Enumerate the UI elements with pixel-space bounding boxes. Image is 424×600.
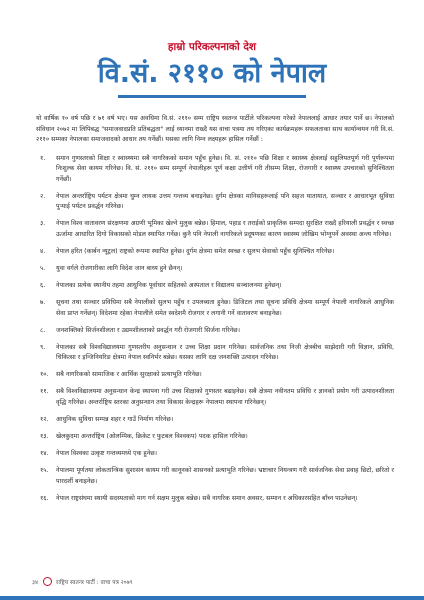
goal-item [36, 466, 394, 487]
goal-item [36, 264, 394, 275]
page-number: ३४ [32, 579, 39, 586]
goal-item [36, 387, 394, 408]
goal-number: ६. [40, 281, 46, 289]
goal-text: नेपालका सबै विश्वविद्यालयमा गुणस्तरीय अनुसन्धान र उच्च शिक्षा प्रदान गरिनेछ। सार्वजनिक तथा निजी क्षेत्रबीच साझेदारी गरी विज्ञान, प्रविधि, चिकित्सा र इन्जिनियरिङ क्षेत्रमा नेपाल स्वनिर्भर बन्नेछ। यसका लागि दक्ष जनशक्ति उत्पादन गरिनेछ। [56, 343, 394, 362]
bottom-bar [0, 596, 424, 600]
page-title: वि.सं. २११० को नेपाल [97, 58, 327, 89]
goal-item [36, 298, 394, 319]
goal-text: नेपाल राष्ट्रसंघमा स्थायी सदस्यताको माग गर्न सक्षम मुलुक बन्नेछ। सबै नागरिक समान अवसर, सम्मान र अधिकारसहित बाँच्न पाउनेछन्। [56, 494, 358, 502]
goal-text: नेपाल विश्व वातावरण संरक्षणमा अग्रणी भूमिका खेल्ने मुलुक बन्नेछ। हिमाल, पहाड र तराईको प्राकृतिक सम्पदा सुरक्षित राख्दै हरियाली प्रवर्द्धन र स्वच्छ ऊर्जामा आधारित दिगो विकासको मोडल स्थापित गर्नेछ। कुनै पनि नेपाली नागरिकले प्रदूषणका कारण स्वास्थ्य जोखिम भोग्नुपर्ने अवस्था अन्त्य गरिनेछ। [56, 220, 394, 238]
goal-number: १. [40, 154, 46, 162]
goal-number: १६. [40, 494, 49, 502]
goal-number: ८. [40, 326, 46, 334]
goal-item [36, 449, 394, 460]
goal-item [36, 247, 394, 258]
goal-item [36, 192, 394, 213]
title-underline [118, 95, 306, 98]
goal-number: २. [40, 192, 46, 200]
goal-number: १०. [40, 371, 49, 379]
goal-text: जनशक्तिको सिर्जनशीलता र उद्यमशीलताको प्रवर्द्धन गरी रोजगारी सिर्जना गरिनेछ। [56, 326, 240, 334]
goal-number: ११. [40, 388, 49, 396]
goal-text: नेपाल अन्तर्राष्ट्रिय पर्यटन क्षेत्रमा घुम्न लायक उत्तम गन्तव्य बनाइनेछ। दुर्गम क्षेत्रका मानिसहरूलाई पनि सहज यातायात, सञ्चार र आधारभूत सुविधा पुर्‍याई पर्यटन प्रवर्द्धन गरिनेछ। [56, 192, 394, 211]
goal-item [36, 432, 394, 443]
publication-name: राष्ट्रिय स्वतन्त्र पार्टी : वाचा पत्र २०७९ [56, 579, 133, 586]
goal-number: १२. [40, 416, 49, 424]
goal-text: नेपालमा पूर्णतया लोकतान्त्रिक सुशासन कायम गरी कानूनको शासनको प्रत्याभूति गरिनेछ। भ्रष्टाचार नियन्त्रण गरी सार्वजनिक सेवा प्रवाह छिटो, छरितो र पारदर्शी बनाइनेछ। [56, 467, 394, 485]
goal-number: १३. [40, 433, 49, 441]
goal-item [36, 415, 394, 426]
intro-paragraph: यो वार्षिक १० वर्ष पछि र ७१ वर्ष भए। यस अवधिमा वि.सं. २११० सम्म राष्ट्रिय स्वतन्त्र पार्टीले परिकल्पना गरेको नेपाललाई आधार तयार पार्ने छ। नेपालको संविधान २०७२ मा लिपिबद्ध "समाजवादप्रति प्रतिबद्धता" लाई ध्यानमा राख्दै यस वाचा पत्रमा तय गरिएका कार्यक्रमहरू सफलताका साथ कार्यान्वयन गरी वि.सं. २११० सम्मका नेपालका समाजवादको आधार तय गर्नेछौं। यसका लागि निम्न लक्ष्यहरू हासिल गर्नेछौं : [36, 115, 394, 143]
goal-text: नेपाल हरित (कार्बन न्यूट्रल) राष्ट्रको रूपमा स्थापित हुनेछ। दुर्गम क्षेत्रमा समेत स्वच्छ र सुलभ सेवाको पहुँच सुनिश्चित गरिनेछ। [56, 247, 335, 255]
goal-number: ५. [40, 264, 46, 272]
goal-text: सबै नागरिकको सामाजिक र आर्थिक सुरक्षाको प्रत्याभूति गरिनेछ। [56, 371, 202, 379]
goal-item [36, 343, 394, 364]
goal-number: ४. [40, 247, 46, 255]
goal-item [36, 326, 394, 337]
goal-list [36, 154, 394, 505]
goal-text: आधुनिक सुविधा सम्पन्न शहर र गाउँ निर्माण गरिनेछ। [56, 416, 174, 424]
goal-text: नेपाल विश्वका उत्कृष्ट गन्तव्यमध्ये एक हुनेछ। [56, 450, 158, 458]
goal-item [36, 370, 394, 381]
goal-number: ७. [40, 299, 46, 307]
goal-text: सबै विश्वविद्यालयमा अनुसन्धान केन्द्र स्थापना गरी उच्च शिक्षाको गुणस्तर बढाइनेछ। सबै क्षेत्रमा नवीनतम प्रविधि र ज्ञानको प्रयोग गरी उत्पादनशीलता वृद्धि गरिनेछ। अन्तर्राष्ट्रिय स्तरका अनुसन्धान तथा विकास केन्द्रहरू नेपालमा स्थापना गरिनेछन्। [56, 388, 394, 406]
goal-item [36, 219, 394, 240]
goal-item [36, 281, 394, 292]
party-logo-icon [43, 577, 52, 586]
goal-number: ९. [40, 343, 46, 351]
title-wrap [0, 57, 424, 93]
goal-text: सूचना तथा सञ्चार प्रविधिमा सबै नेपालीको सुलभ पहुँच र उपलब्धता हुनेछ। डिजिटल तथा सूचना प्रविधि क्षेत्रमा सम्पूर्ण नेपाली नागरिकले आधुनिक सेवा प्राप्त गर्नेछन्। विदेशमा रहेका नेपालीले समेत स्वदेशमै रोजगार र लगानी गर्ने वातावरण बनाइनेछ। [56, 299, 394, 317]
page-footer [32, 577, 133, 586]
goal-text: समान गुणस्तरको शिक्षा र स्वास्थ्यमा सबै नागरिकको समान पहुँच हुनेछ। वि. सं. २११० पछि शिक्षा र स्वास्थ्य क्षेत्रलाई सहुलियतपूर्ण गरी पूर्णरूपमा निःशुल्क सेवा कायम गरिनेछ। वि. सं. २११० सम्म सम्पूर्ण नेपालीहरू पूर्ण कक्षा उत्तीर्ण गरी तीसम्म शिक्षा, रोजगारी र स्वास्थ्य उपचारको सुनिश्चितता गर्नेछौं। [56, 154, 394, 183]
goal-text: युवा वर्गले रोजगारीका लागि विदेश जान बाध्य हुने छैनन्। [56, 264, 183, 272]
section-kicker: हाम्रो परिकल्पनाको देश [167, 41, 257, 53]
goal-item [36, 154, 394, 186]
goal-number: १५. [40, 467, 49, 475]
goal-number: ३. [40, 220, 46, 228]
goal-number: १४. [40, 450, 49, 458]
content-body [36, 114, 394, 511]
goal-text: नेपालका प्रत्येक स्थानीय तहमा आधुनिक पूर्वाधार सहितको अस्पताल र विद्यालय सञ्चालनमा हुनेछन्। [56, 281, 282, 289]
goal-text: खेलकुदमा अन्तर्राष्ट्रिय (ओलम्पिक, क्रिकेट र फुटबल विश्वकप) पदक हासिल गरिनेछ। [56, 433, 248, 441]
goal-item [36, 494, 394, 505]
